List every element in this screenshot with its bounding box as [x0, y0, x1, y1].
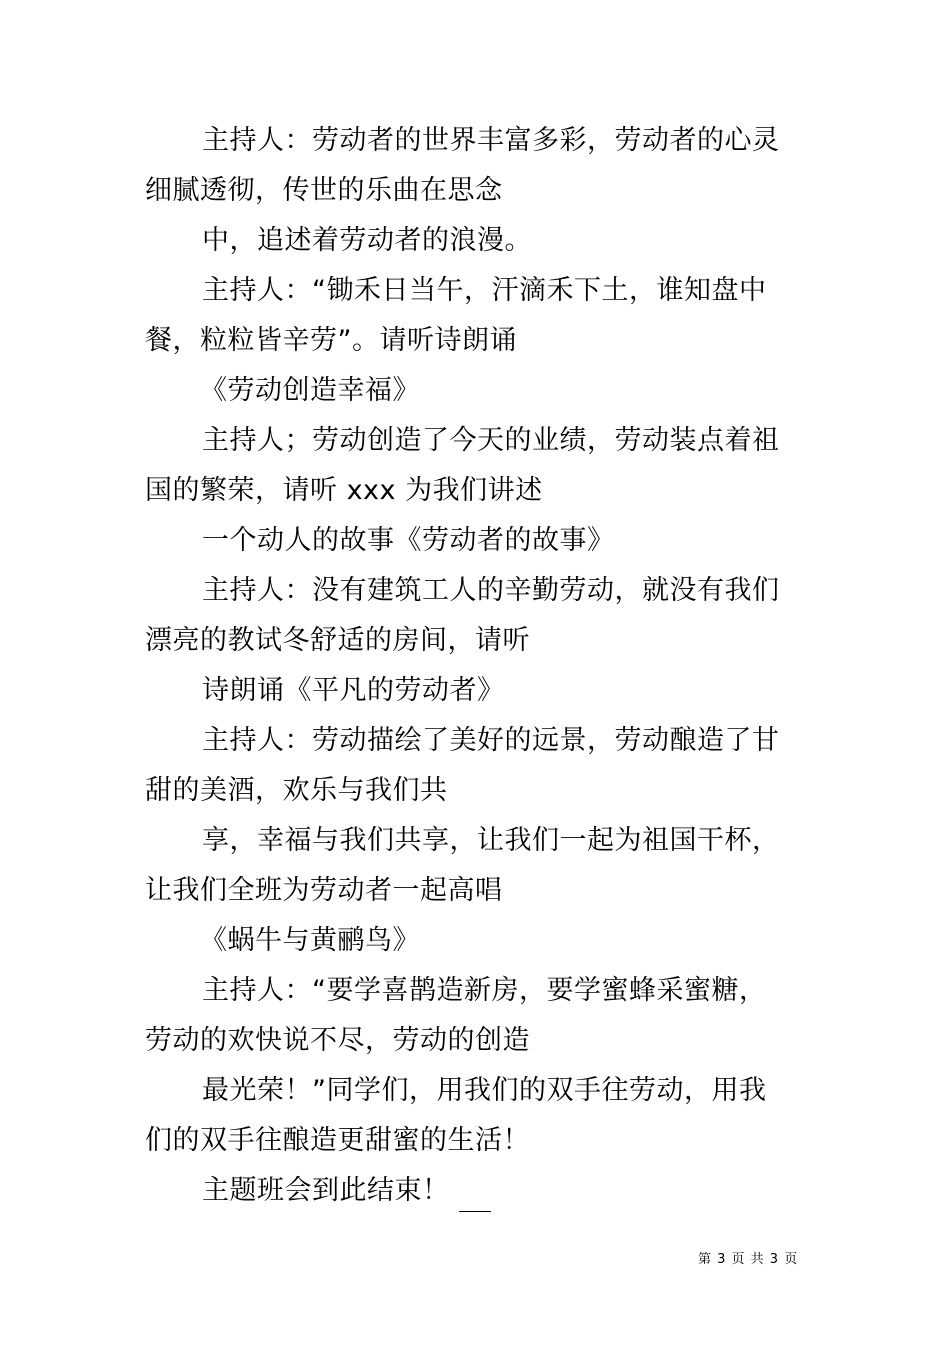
text-line: 《劳动创造幸福》	[200, 375, 420, 406]
text-line: 国的繁荣，请听 xxx 为我们讲述	[145, 475, 543, 506]
text-line: 一个动人的故事《劳动者的故事》	[202, 525, 615, 556]
blank-underline	[459, 1211, 491, 1212]
text-line: 劳动的欢快说不尽，劳动的创造	[145, 1025, 530, 1056]
page-footer: 第 3 页 共 3 页	[698, 1252, 799, 1267]
text-line: 主持人：没有建筑工人的辛勤劳动，就没有我们	[202, 575, 780, 606]
text-line: 主持人；劳动创造了今天的业绩，劳动装点着祖	[202, 425, 780, 456]
text-line: 享，幸福与我们共享，让我们一起为祖国干杯，	[202, 825, 780, 856]
text-line: 诗朗诵《平凡的劳动者》	[202, 675, 505, 706]
text-line: 主持人：“锄禾日当午，汗滴禾下土，谁知盘中	[202, 275, 767, 306]
text-line: 漂亮的教试冬舒适的房间，请听	[145, 625, 530, 656]
text-line: 中，追述着劳动者的浪漫。	[202, 225, 532, 256]
text-line: 最光荣！”同学们，用我们的双手往劳动，用我	[202, 1075, 767, 1106]
text-line: 主持人：劳动描绘了美好的远景，劳动酿造了甘	[202, 725, 780, 756]
text-line: 《蜗牛与黄鹂鸟》	[200, 925, 420, 956]
text-line: 细腻透彻，传世的乐曲在思念	[145, 175, 503, 206]
text-line: 们的双手往酿造更甜蜜的生活！	[145, 1125, 530, 1156]
text-line: 甜的美酒，欢乐与我们共	[145, 775, 448, 806]
text-line: 主持人：劳动者的世界丰富多彩，劳动者的心灵	[202, 125, 780, 156]
text-line: 主持人：“要学喜鹊造新房，要学蜜蜂采蜜糖，	[202, 975, 767, 1006]
text-line: 主题班会到此结束！	[202, 1175, 450, 1206]
text-line: 让我们全班为劳动者一起高唱	[145, 875, 503, 906]
text-line: 餐，粒粒皆辛劳”。请听诗朗诵	[145, 325, 517, 356]
